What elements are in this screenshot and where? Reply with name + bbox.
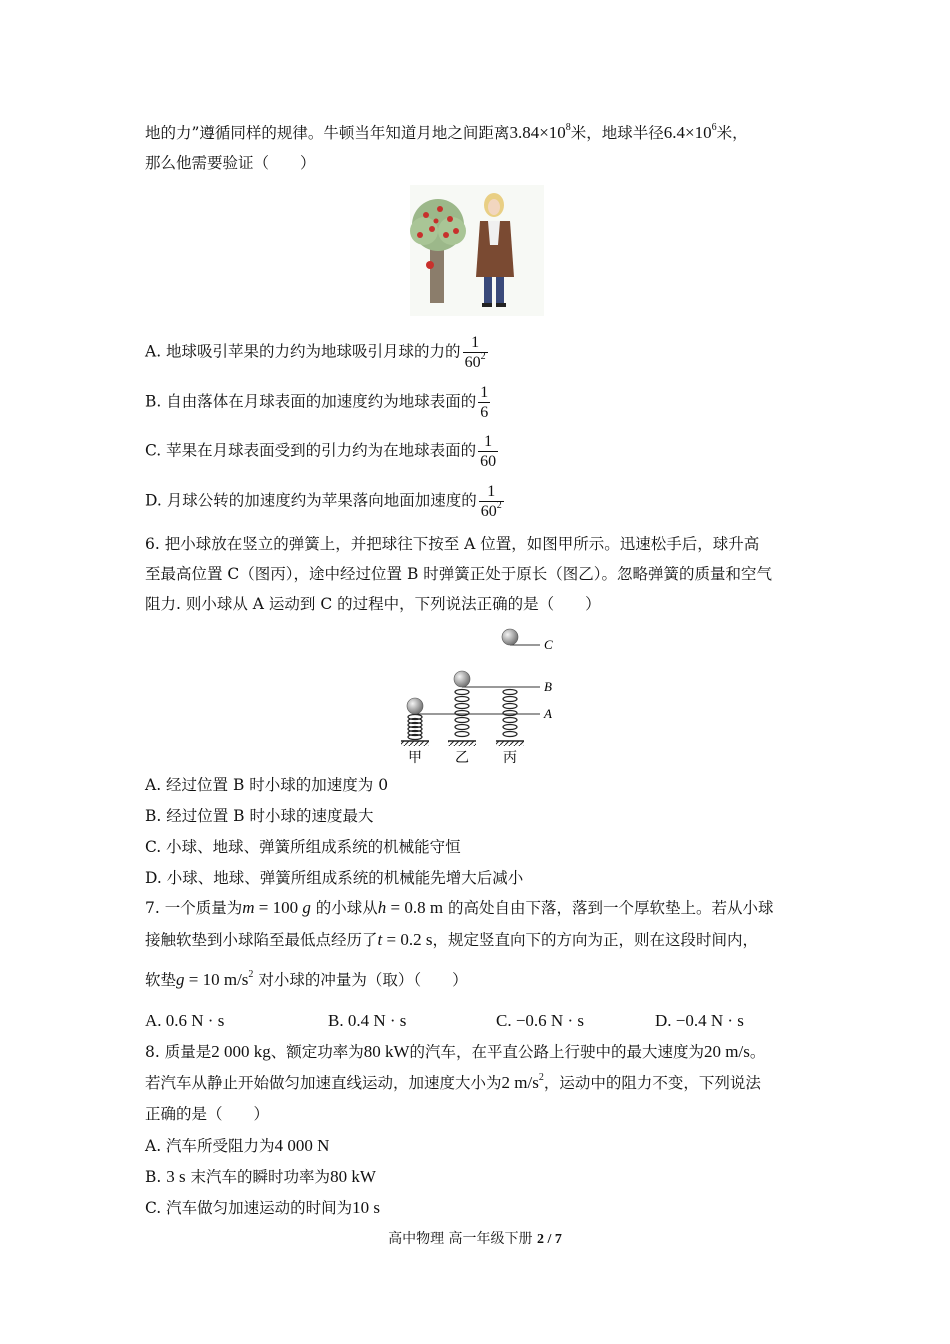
spring-bing xyxy=(503,690,517,737)
fraction: $\frac{1}{6}$ xyxy=(480,384,489,421)
q8-option-a: A. 汽车所受阻力为4 000 N xyxy=(145,1136,330,1155)
q5-option-d: D. 月球公转的加速度约为苹果落向地面加速度的 $\frac{1}{60^2}$ xyxy=(145,483,502,520)
q6-option-b: B. 经过位置 B 时小球的速度最大 xyxy=(145,807,374,825)
spring-jia xyxy=(408,715,422,740)
ball-bing xyxy=(502,629,518,645)
label-b: B xyxy=(544,679,552,694)
page-number: 2 / 7 xyxy=(537,1232,562,1247)
q7-options xyxy=(145,1011,805,1033)
page-footer: 高中物理 高一年级下册 2 / 7 xyxy=(388,1231,562,1247)
label-bing: 丙 xyxy=(503,750,517,766)
q5-option-b: B. 自由落体在月球表面的加速度约为地球表面的 $\frac{1}{6}$ xyxy=(145,384,489,421)
q8-line-1: 8. 质量是2 000 kg、额定功率为80 kW的汽车，在平直公路上行驶中的最大速度为20 m/s。 xyxy=(145,1042,766,1061)
q7-option-a: A. 0.6 N · s xyxy=(145,1011,225,1030)
q5-line-1: 地的力”遵循同样的规律。牛顿当年知道月地之间距离$3.84\times 10^8$米，地球半径$6.4\times 10^6$米， xyxy=(145,122,748,142)
q6-line-1: 6. 把小球放在竖立的弹簧上，并把球往下按至 A 位置，如图甲所示。迅速松手后，球升高 xyxy=(145,535,760,553)
fraction: $\frac{1}{60^2}$ xyxy=(480,483,502,520)
q5-option-c: C. 苹果在月球表面受到的引力约为在地球表面的 $\frac{1}{60}$ xyxy=(145,433,497,470)
radius-value: $6.4\times 10^6$ xyxy=(663,122,717,142)
q6-option-a: A. 经过位置 B 时小球的加速度为 0 xyxy=(145,776,389,794)
label-jia: 甲 xyxy=(408,750,422,766)
newton-apple-tree-image xyxy=(410,185,544,316)
distance-value: $3.84\times 10^8$ xyxy=(509,122,571,142)
label-c: C xyxy=(544,637,553,652)
q6-line-3: 阻力. 则小球从 A 运动到 C 的过程中，下列说法正确的是（ ） xyxy=(145,595,601,613)
q7-line-2: 接触软垫到小球陷至最低点经历了t = 0.2 s，规定竖直向下的方向为正，则在这段时间内， xyxy=(145,930,758,949)
q8-option-c: C. 汽车做匀加速运动的时间为10 s xyxy=(145,1198,381,1217)
q8-option-b: B. 3 s 末汽车的瞬时功率为80 kW xyxy=(145,1167,376,1186)
q8-line-3: 正确的是（ ） xyxy=(145,1105,270,1123)
q6-line-2: 至最高位置 C（图丙），途中经过位置 B 时弹簧正处于原长（图乙）。忽略弹簧的质量和空气 xyxy=(145,565,773,583)
ball-yi xyxy=(454,671,470,687)
ball-jia xyxy=(407,698,423,714)
spring-figure xyxy=(395,620,565,770)
q8-line-2: 若汽车从静止开始做匀加速直线运动，加速度大小为2 $m/s^2$，运动中的阻力不变，下列说法 xyxy=(145,1072,761,1092)
q7-option-b: B. 0.4 N · s xyxy=(328,1011,407,1030)
q6-option-c: C. 小球、地球、弹簧所组成系统的机械能守恒 xyxy=(145,838,461,856)
fraction: $\frac{1}{60^2}$ xyxy=(464,334,486,371)
fraction: $\frac{1}{60}$ xyxy=(480,433,497,470)
spring-yi xyxy=(455,690,469,737)
label-a: A xyxy=(544,706,552,721)
q7-line-3: 软垫g = 10 $m/s^2$ 对小球的冲量为（取）（ ） xyxy=(145,969,468,989)
q7-option-d: D. −0.4 N · s xyxy=(655,1011,744,1030)
q5-option-a: A. 地球吸引苹果的力约为地球吸引月球的力的 $\frac{1}{60^2}$ xyxy=(145,334,486,371)
q5-line-2: 那么他需要验证（ ） xyxy=(145,154,316,172)
q6-option-d: D. 小球、地球、弹簧所组成系统的机械能先增大后减小 xyxy=(145,869,524,887)
q7-line-1: 7. 一个质量为m = 100 g 的小球从h = 0.8 m 的高处自由下落，落到一个厚软垫上。若从小球 xyxy=(145,898,774,917)
q7-option-c: C. −0.6 N · s xyxy=(496,1011,584,1030)
label-yi: 乙 xyxy=(455,750,469,766)
